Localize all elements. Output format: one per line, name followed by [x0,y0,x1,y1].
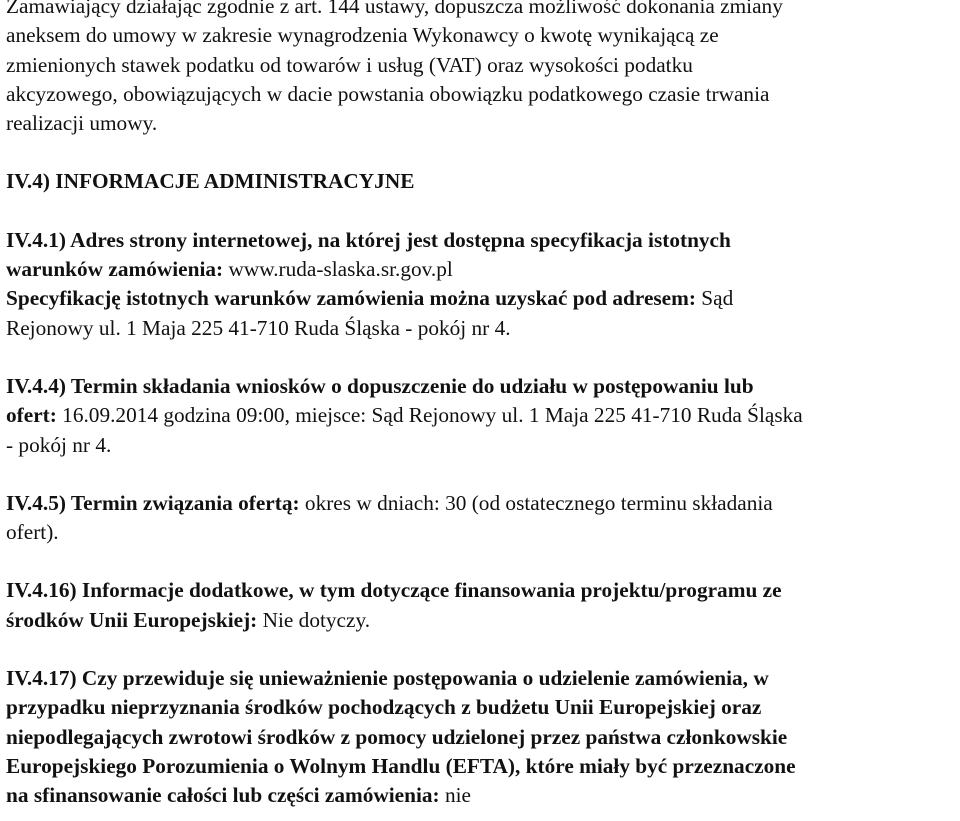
s444-deadline-value: 16.09.2014 godzina 09:00, miejsce: Sąd Rejonowy ul. 1 Maja 225 41-710 Ruda Śląska [62,403,803,428]
s4416-label-line1: IV.4.16) Informacje dodatkowe, w tym dotyczące finansowania projektu/programu ze [6,578,782,603]
s441-address-start: Sąd [701,286,734,311]
section-iv-4-16 [6,576,958,635]
s444-label-line2: ofert: [6,403,57,428]
intro-line: Zamawiający działając zgodnie z art. 144 ustawy, dopuszcza możliwość dokonania zmiany [6,0,783,18]
intro-line: zmienionych stawek podatku od towarów i usług (VAT) oraz wysokości podatku [6,52,693,77]
intro-line: realizacji umowy. [6,111,158,136]
s4416-label-line2: środków Unii Europejskiej: [6,607,258,632]
s445-value-line1: okres w dniach: 30 (od ostatecznego terminu składania [304,490,773,515]
section-heading: IV.4) INFORMACJE ADMINISTRACYJNE [6,169,415,194]
section-iv-4-5 [6,489,958,548]
s441-spec-label: Specyfikację istotnych warunków zamówienia można uzyskać pod adresem: [6,286,696,311]
specification-url: www.ruda-slaska.sr.gov.pl [228,257,453,282]
s441-label-line2: warunków zamówienia: [6,257,224,282]
s445-label: IV.4.5) Termin związania ofertą: [6,490,300,515]
s4417-line: przypadku nieprzyznania środków pochodzących z budżetu Unii Europejskiej oraz [6,695,762,720]
section-iv-4-1 [6,226,958,343]
s441-address-line: Rejonowy ul. 1 Maja 225 41-710 Ruda Śląska - pokój nr 4. [6,315,511,340]
intro-line: akcyzowego, obowiązujących w dacie powstania obowiązku podatkowego czasie trwania [6,81,770,106]
s444-label-line1: IV.4.4) Termin składania wniosków o dopuszczenie do udziału w postępowaniu lub [6,373,754,398]
intro-paragraph [6,0,958,138]
s441-label-line1: IV.4.1) Adres strony internetowej, na której jest dostępna specyfikacja istotnych [6,227,731,252]
s445-value-line2: ofert). [6,520,59,545]
s4417-last-label: na sfinansowanie całości lub części zamówienia: [6,783,440,808]
section-iv-4-17 [6,664,958,810]
s4417-line: niepodlegających zwrotowi środków z pomocy udzielonej przez państwa członkowskie [6,724,788,749]
s4416-value: Nie dotyczy. [262,607,371,632]
s4417-line: IV.4.17) Czy przewiduje się unieważnienie postępowania o udzielenie zamówienia, w [6,666,769,691]
s4417-line: Europejskiego Porozumienia o Wolnym Handlu (EFTA), które miały być przeznaczone [6,753,796,778]
section-iv-4-4 [6,372,958,460]
s4417-value: nie [444,783,471,808]
s444-value-line3: - pokój nr 4. [6,432,112,457]
document-page [6,0,958,811]
intro-line: aneksem do umowy w zakresie wynagrodzenia Wykonawcy o kwotę wynikającą ze [6,23,719,48]
